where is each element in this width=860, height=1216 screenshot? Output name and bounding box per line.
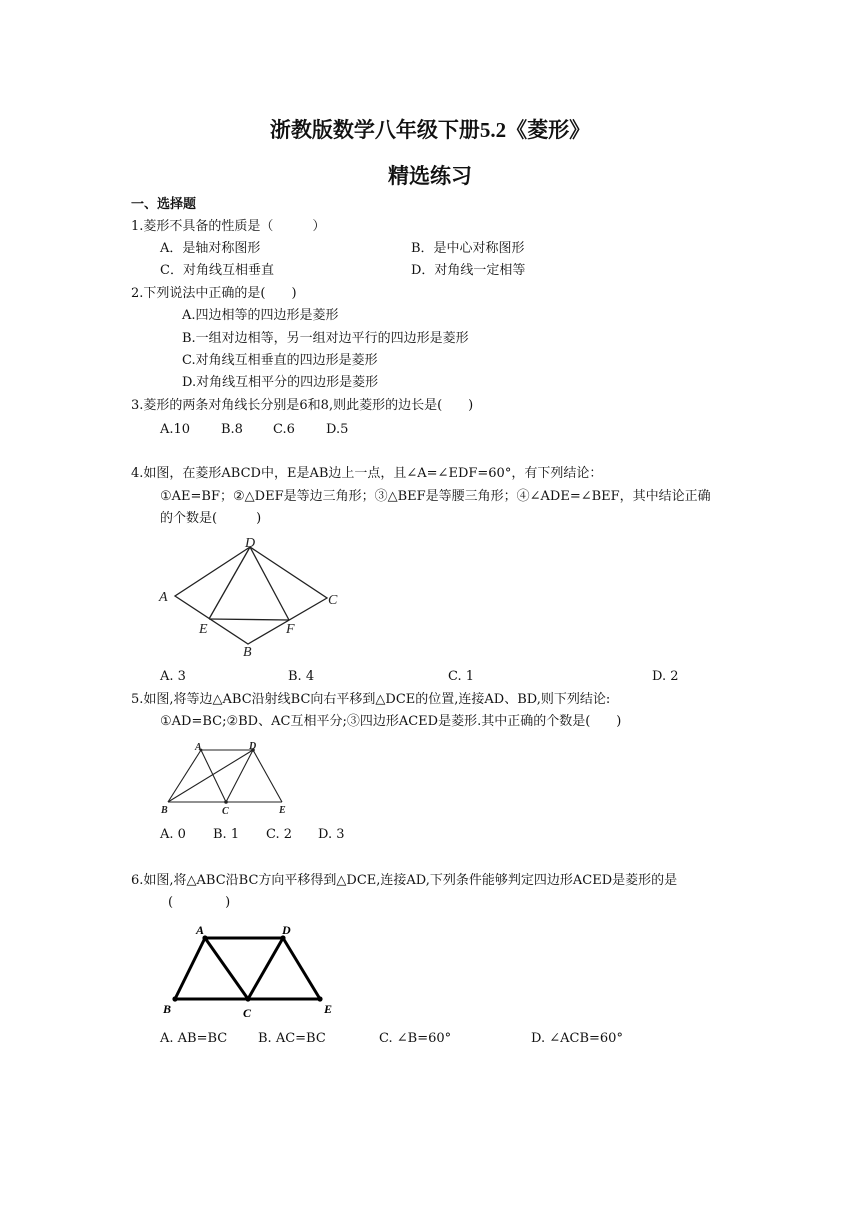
question-stem-line3: 的个数是( ) bbox=[160, 511, 262, 526]
label-d: D bbox=[249, 741, 257, 752]
question-stem-line2: ( ) bbox=[168, 895, 231, 910]
option-c: C. 1 bbox=[448, 669, 475, 684]
label-f: F bbox=[286, 622, 295, 637]
label-e: E bbox=[199, 622, 208, 637]
option-b: B. 1 bbox=[213, 827, 240, 842]
label-a: A bbox=[195, 742, 202, 753]
label-b: B bbox=[163, 1002, 172, 1016]
option-a: A. AB=BC bbox=[160, 1031, 228, 1046]
option-b: B.一组对边相等，另一组对边平行的四边形是菱形 bbox=[182, 331, 469, 346]
option-c: C. 2 bbox=[266, 827, 293, 842]
option-d: D.5 bbox=[326, 422, 349, 437]
label-d: D bbox=[282, 923, 291, 937]
label-a: A bbox=[196, 923, 205, 937]
label-c: C bbox=[328, 593, 338, 608]
page-title: 浙教版数学八年级下册5.2《菱形》 bbox=[269, 118, 591, 142]
label-c: C bbox=[243, 1006, 252, 1020]
option-a: A. 3 bbox=[160, 669, 186, 684]
question-stem: 6.如图,将△ABC沿BC方向平移得到△DCE,连接AD,下列条件能够判定四边形ACED是菱形的是 bbox=[131, 873, 678, 888]
question-stem-line2: ①AE=BF；②△DEF是等边三角形；③△BEF是等腰三角形；④∠ADE=∠BEF，其中结论正确 bbox=[160, 489, 711, 504]
question-stem: 4.如图，在菱形ABCD中，E是AB边上一点，且∠A=∠EDF=60°，有下列结论： bbox=[131, 466, 603, 481]
option-b: B.8 bbox=[221, 422, 243, 437]
option-a: A. 0 bbox=[160, 827, 186, 842]
question-stem: 2.下列说法中正确的是( ) bbox=[131, 286, 297, 301]
option-d: D. 2 bbox=[652, 669, 679, 684]
label-d: D bbox=[245, 536, 256, 551]
question-stem-line2: ①AD=BC;②BD、AC互相平分;③四边形ACED是菱形.其中正确的个数是( ) bbox=[160, 714, 622, 729]
option-a: A.四边相等的四边形是菱形 bbox=[182, 308, 339, 323]
option-d: D．对角线一定相等 bbox=[411, 263, 526, 278]
question-stem: 5.如图,将等边△ABC沿射线BC向右平移到△DCE的位置,连接AD、BD,则下列结论: bbox=[131, 692, 611, 707]
translation-figure bbox=[155, 738, 300, 818]
label-e: E bbox=[324, 1002, 333, 1016]
label-a: A bbox=[159, 590, 168, 605]
label-c: C bbox=[222, 806, 229, 817]
option-d: D. 3 bbox=[318, 827, 345, 842]
option-a: A.10 bbox=[160, 422, 191, 437]
label-b: B bbox=[243, 645, 252, 660]
parallelogram-figure bbox=[155, 920, 345, 1020]
option-d: D.对角线互相平分的四边形是菱形 bbox=[182, 375, 379, 390]
option-b: B．是中心对称图形 bbox=[411, 241, 525, 256]
option-c: C．对角线互相垂直 bbox=[160, 263, 274, 278]
label-b: B bbox=[161, 805, 168, 816]
option-c: C.对角线互相垂直的四边形是菱形 bbox=[182, 353, 378, 368]
option-d: D. ∠ACB=60° bbox=[531, 1031, 623, 1046]
option-c: C. ∠B=60° bbox=[379, 1031, 452, 1046]
label-e: E bbox=[279, 805, 286, 816]
option-b: B. AC=BC bbox=[258, 1031, 326, 1046]
question-stem: 1.菱形不具备的性质是（ ） bbox=[131, 219, 326, 234]
option-c: C.6 bbox=[273, 422, 295, 437]
rhombus-figure bbox=[155, 534, 345, 659]
option-a: A．是轴对称图形 bbox=[160, 241, 261, 256]
page-subtitle: 精选练习 bbox=[388, 164, 472, 188]
question-stem: 3.菱形的两条对角线长分别是6和8,则此菱形的边长是( ) bbox=[131, 398, 474, 413]
section-heading: 一、选择题 bbox=[131, 196, 197, 211]
option-b: B. 4 bbox=[288, 669, 315, 684]
